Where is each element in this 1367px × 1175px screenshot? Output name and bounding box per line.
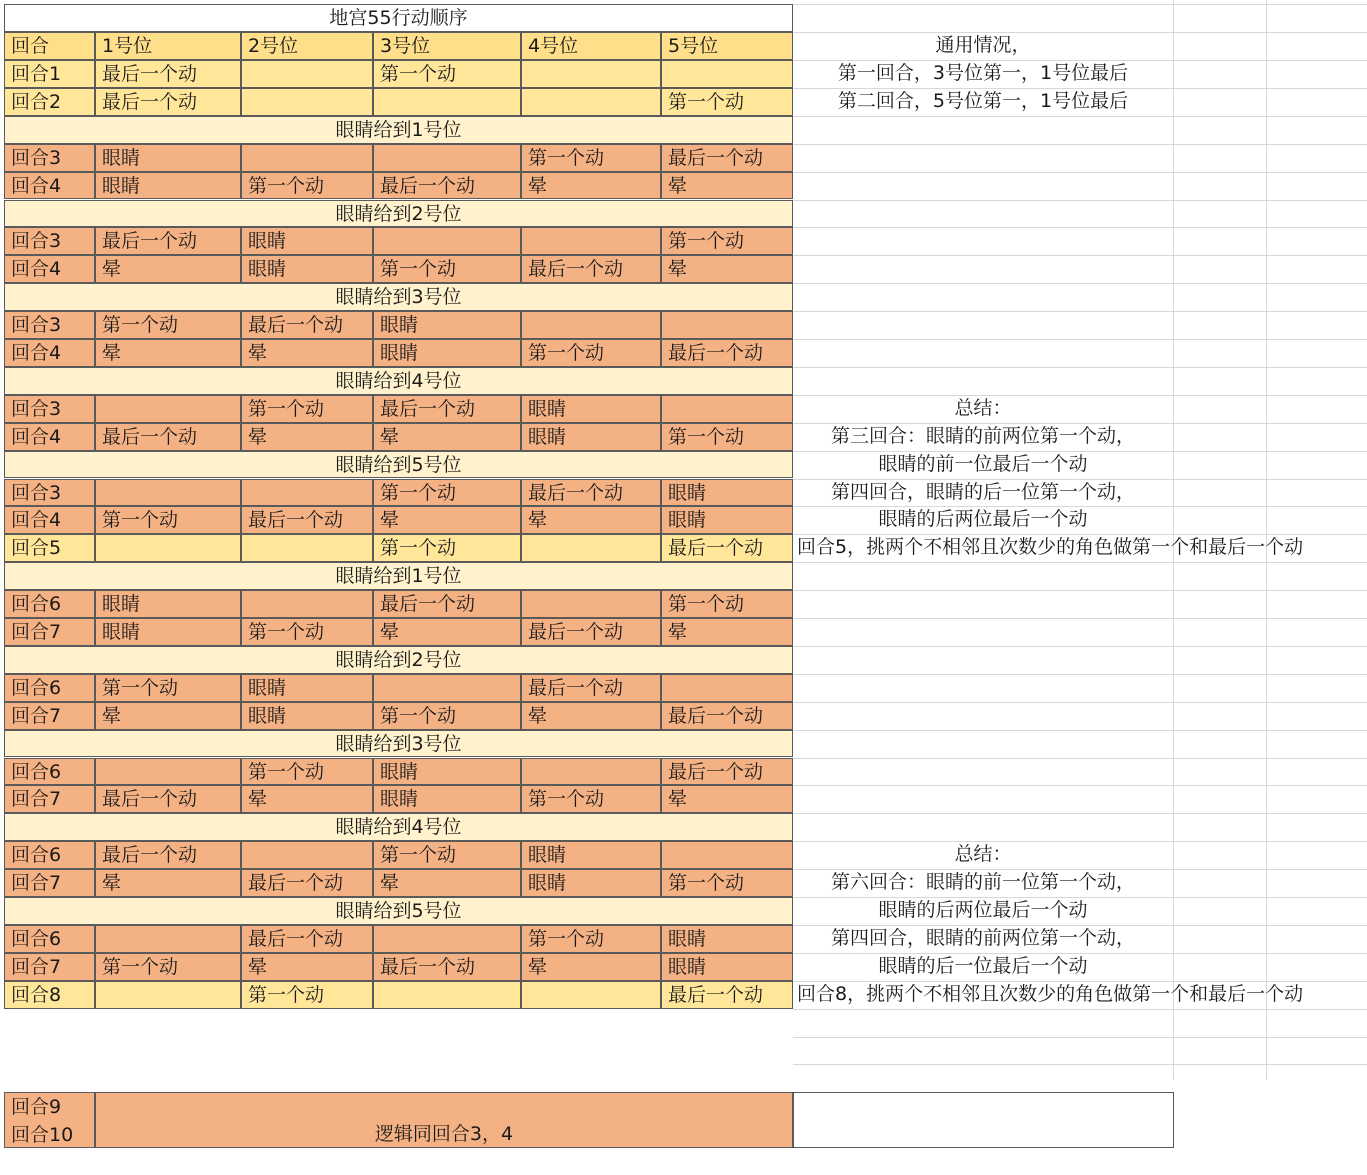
round-label[interactable]: 回合3 <box>4 227 95 255</box>
general-note: 第一回合，3号位第一，1号位最后 <box>837 61 1129 84</box>
action-cell[interactable]: 晕 <box>661 172 793 200</box>
sheet-gridline <box>793 4 1367 5</box>
action-cell[interactable]: 最后一个动 <box>521 479 661 507</box>
round-label[interactable]: 回合6 <box>4 674 95 702</box>
action-cell[interactable]: 第一个动 <box>521 339 661 367</box>
action-cell[interactable]: 第一个动 <box>373 479 521 507</box>
round-label[interactable]: 回合7 <box>4 953 95 981</box>
action-cell[interactable] <box>521 981 661 1009</box>
action-cell[interactable]: 眼睛 <box>95 172 241 200</box>
section-header[interactable]: 眼睛给到2号位 <box>4 646 793 674</box>
section-header[interactable]: 眼睛给到4号位 <box>4 813 793 841</box>
action-cell[interactable]: 最后一个动 <box>95 423 241 451</box>
action-cell[interactable] <box>241 144 373 172</box>
action-cell[interactable]: 眼睛 <box>661 506 793 534</box>
section-header[interactable]: 眼睛给到2号位 <box>4 200 793 228</box>
sheet-gridline <box>793 116 1367 117</box>
sheet-gridline <box>793 674 1367 675</box>
action-cell[interactable]: 晕 <box>95 702 241 730</box>
action-cell[interactable]: 眼睛 <box>241 227 373 255</box>
round-label[interactable]: 回合7 <box>4 702 95 730</box>
action-cell[interactable]: 晕 <box>95 869 241 897</box>
header-cell[interactable]: 4号位 <box>521 32 661 60</box>
action-cell[interactable]: 第一个动 <box>661 88 793 116</box>
sheet-gridline <box>793 618 1367 619</box>
action-cell[interactable]: 最后一个动 <box>241 925 373 953</box>
action-cell[interactable] <box>241 479 373 507</box>
action-cell[interactable] <box>373 981 521 1009</box>
round5-note: 回合5，挑两个不相邻且次数少的角色做第一个和最后一个动 <box>797 536 1304 559</box>
action-cell[interactable]: 晕 <box>241 953 373 981</box>
action-cell[interactable] <box>521 60 661 88</box>
sheet-gridline <box>793 1009 1367 1010</box>
sheet-title[interactable]: 地宫55行动顺序 <box>4 4 793 32</box>
sheet-gridline <box>793 702 1367 703</box>
action-cell[interactable]: 眼睛 <box>373 785 521 813</box>
summary-note: 第三回合：眼睛的前两位第一个动， <box>830 424 1136 447</box>
action-cell[interactable] <box>521 590 661 618</box>
action-cell[interactable]: 第一个动 <box>241 618 373 646</box>
action-cell[interactable]: 眼睛 <box>241 702 373 730</box>
action-cell[interactable]: 第一个动 <box>373 255 521 283</box>
summary-note: 第四回合，眼睛的后一位第一个动， <box>830 480 1136 503</box>
sheet-gridline <box>793 758 1367 759</box>
round-label[interactable]: 回合4 <box>4 339 95 367</box>
action-cell[interactable]: 晕 <box>661 255 793 283</box>
sheet-gridline <box>793 1037 1367 1038</box>
action-cell[interactable]: 最后一个动 <box>95 227 241 255</box>
action-cell[interactable]: 第一个动 <box>95 953 241 981</box>
action-cell[interactable] <box>241 60 373 88</box>
sheet-gridline <box>793 1064 1367 1065</box>
action-cell[interactable]: 第一个动 <box>95 506 241 534</box>
sheet-gridline <box>793 395 1367 396</box>
action-cell[interactable]: 第一个动 <box>373 60 521 88</box>
action-cell[interactable]: 最后一个动 <box>373 395 521 423</box>
action-cell[interactable]: 晕 <box>95 255 241 283</box>
action-cell[interactable]: 晕 <box>241 423 373 451</box>
round-label[interactable]: 回合4 <box>4 255 95 283</box>
action-cell[interactable]: 晕 <box>373 423 521 451</box>
section-header[interactable]: 眼睛给到3号位 <box>4 730 793 758</box>
summary-note: 眼睛的后两位最后一个动 <box>878 899 1088 921</box>
sheet-gridline <box>793 813 1367 814</box>
action-cell[interactable] <box>241 590 373 618</box>
summary-note: 总结： <box>954 396 1012 419</box>
action-cell[interactable]: 晕 <box>373 618 521 646</box>
action-cell[interactable]: 最后一个动 <box>95 60 241 88</box>
action-cell[interactable]: 眼睛 <box>661 925 793 953</box>
action-cell[interactable]: 第一个动 <box>241 395 373 423</box>
section-header[interactable]: 眼睛给到1号位 <box>4 116 793 144</box>
action-cell[interactable]: 晕 <box>521 953 661 981</box>
action-cell[interactable]: 最后一个动 <box>95 785 241 813</box>
action-cell[interactable]: 第一个动 <box>521 144 661 172</box>
action-cell[interactable] <box>241 534 373 562</box>
action-cell[interactable]: 最后一个动 <box>661 981 793 1009</box>
action-cell[interactable]: 眼睛 <box>95 590 241 618</box>
action-cell[interactable]: 晕 <box>241 339 373 367</box>
section-header[interactable]: 眼睛给到3号位 <box>4 283 793 311</box>
action-cell[interactable]: 最后一个动 <box>661 534 793 562</box>
round-label: 回合9 <box>11 1096 62 1119</box>
action-cell[interactable]: 眼睛 <box>241 255 373 283</box>
sheet-gridline <box>793 730 1367 731</box>
action-cell[interactable]: 眼睛 <box>521 395 661 423</box>
action-cell[interactable] <box>95 395 241 423</box>
action-cell[interactable] <box>241 88 373 116</box>
round-label[interactable]: 回合7 <box>4 618 95 646</box>
header-cell[interactable]: 3号位 <box>373 32 521 60</box>
action-cell[interactable]: 眼睛 <box>373 311 521 339</box>
action-cell[interactable] <box>521 311 661 339</box>
action-cell[interactable]: 晕 <box>373 869 521 897</box>
action-cell[interactable]: 眼睛 <box>661 953 793 981</box>
action-cell[interactable] <box>95 534 241 562</box>
action-cell[interactable]: 第一个动 <box>95 311 241 339</box>
round-label[interactable]: 回合6 <box>4 841 95 869</box>
sheet-gridline <box>793 311 1367 312</box>
action-cell[interactable] <box>521 758 661 786</box>
action-cell[interactable]: 晕 <box>521 506 661 534</box>
action-cell[interactable] <box>95 758 241 786</box>
sheet-gridline <box>793 646 1367 647</box>
action-cell[interactable]: 最后一个动 <box>661 144 793 172</box>
action-cell[interactable]: 眼睛 <box>95 144 241 172</box>
action-cell[interactable]: 眼睛 <box>521 869 661 897</box>
action-cell[interactable] <box>373 925 521 953</box>
action-cell[interactable] <box>521 227 661 255</box>
sheet-gridline <box>793 339 1367 340</box>
round-label[interactable]: 回合6 <box>4 590 95 618</box>
round-label[interactable]: 回合8 <box>4 981 95 1009</box>
action-cell[interactable] <box>95 479 241 507</box>
round-label[interactable]: 回合7 <box>4 785 95 813</box>
action-cell[interactable]: 第一个动 <box>373 841 521 869</box>
action-cell[interactable]: 最后一个动 <box>373 953 521 981</box>
action-cell[interactable]: 晕 <box>95 339 241 367</box>
empty-merged-cell[interactable] <box>793 1092 1174 1148</box>
round-label[interactable]: 回合6 <box>4 925 95 953</box>
action-cell[interactable]: 第一个动 <box>95 674 241 702</box>
sheet-gridline <box>793 200 1367 201</box>
action-cell[interactable]: 最后一个动 <box>241 506 373 534</box>
round-label[interactable]: 回合5 <box>4 534 95 562</box>
action-cell[interactable]: 最后一个动 <box>95 88 241 116</box>
action-cell[interactable]: 最后一个动 <box>241 869 373 897</box>
round-label[interactable]: 回合6 <box>4 758 95 786</box>
action-cell[interactable] <box>661 841 793 869</box>
action-cell[interactable]: 第一个动 <box>373 534 521 562</box>
section-header[interactable]: 眼睛给到4号位 <box>4 367 793 395</box>
round-label[interactable]: 回合4 <box>4 172 95 200</box>
action-cell[interactable]: 眼睛 <box>521 423 661 451</box>
action-cell[interactable]: 第一个动 <box>521 925 661 953</box>
sheet-gridline <box>793 255 1367 256</box>
action-cell[interactable]: 晕 <box>661 618 793 646</box>
summary-note: 第六回合：眼睛的前一位第一个动， <box>830 871 1136 894</box>
action-cell[interactable]: 最后一个动 <box>373 172 521 200</box>
sheet-gridline <box>793 785 1367 786</box>
action-cell[interactable]: 第一个动 <box>661 869 793 897</box>
round8-note: 回合8，挑两个不相邻且次数少的角色做第一个和最后一个动 <box>797 982 1304 1005</box>
sheet-gridline <box>793 32 1367 33</box>
round-label: 回合10 <box>11 1124 74 1147</box>
action-cell[interactable] <box>241 841 373 869</box>
summary-note: 眼睛的后两位最后一个动 <box>878 508 1088 531</box>
action-cell[interactable] <box>95 925 241 953</box>
action-cell[interactable]: 第一个动 <box>241 172 373 200</box>
action-cell[interactable]: 第一个动 <box>661 590 793 618</box>
summary-note: 眼睛的前一位最后一个动 <box>878 452 1088 475</box>
action-cell[interactable]: 最后一个动 <box>661 758 793 786</box>
action-cell[interactable] <box>661 395 793 423</box>
round-label[interactable]: 回合4 <box>4 423 95 451</box>
action-cell[interactable]: 最后一个动 <box>95 841 241 869</box>
action-cell[interactable]: 眼睛 <box>95 618 241 646</box>
action-cell[interactable]: 第一个动 <box>241 758 373 786</box>
action-cell[interactable]: 最后一个动 <box>661 339 793 367</box>
action-cell[interactable] <box>661 311 793 339</box>
sheet-gridline <box>793 283 1367 284</box>
merged-logic-cell[interactable]: 逻辑同回合3，4 <box>95 1092 793 1148</box>
round-label[interactable]: 回合3 <box>4 395 95 423</box>
action-cell[interactable] <box>373 674 521 702</box>
action-cell[interactable]: 眼睛 <box>373 758 521 786</box>
general-note: 第二回合，5号位第一，1号位最后 <box>837 89 1129 112</box>
sheet-gridline <box>793 172 1367 173</box>
summary-note: 总结： <box>954 843 1012 866</box>
action-cell[interactable] <box>373 144 521 172</box>
action-cell[interactable]: 眼睛 <box>373 339 521 367</box>
round-label[interactable]: 回合3 <box>4 311 95 339</box>
action-cell[interactable]: 第一个动 <box>521 785 661 813</box>
sheet-gridline <box>793 841 1367 842</box>
round-label[interactable]: 回合3 <box>4 144 95 172</box>
action-cell[interactable]: 最后一个动 <box>661 702 793 730</box>
action-cell[interactable]: 眼睛 <box>521 841 661 869</box>
action-cell[interactable] <box>521 534 661 562</box>
round-label[interactable]: 回合7 <box>4 869 95 897</box>
action-cell[interactable] <box>661 60 793 88</box>
header-cell[interactable]: 回合 <box>4 32 95 60</box>
action-cell[interactable] <box>661 674 793 702</box>
action-cell[interactable]: 最后一个动 <box>241 311 373 339</box>
round-label[interactable]: 回合4 <box>4 506 95 534</box>
summary-note: 眼睛的后一位最后一个动 <box>878 954 1088 977</box>
sheet-gridline <box>793 367 1367 368</box>
action-cell[interactable]: 第一个动 <box>241 981 373 1009</box>
action-cell[interactable]: 第一个动 <box>373 702 521 730</box>
action-cell[interactable]: 眼睛 <box>661 479 793 507</box>
action-cell[interactable]: 晕 <box>521 702 661 730</box>
header-cell[interactable]: 5号位 <box>661 32 793 60</box>
header-cell[interactable]: 1号位 <box>95 32 241 60</box>
action-cell[interactable] <box>95 981 241 1009</box>
section-header[interactable]: 眼睛给到5号位 <box>4 897 793 925</box>
action-cell[interactable]: 晕 <box>241 785 373 813</box>
action-cell[interactable]: 第一个动 <box>661 227 793 255</box>
action-cell[interactable]: 第一个动 <box>661 423 793 451</box>
action-cell[interactable]: 晕 <box>521 172 661 200</box>
section-header[interactable]: 眼睛给到1号位 <box>4 562 793 590</box>
action-cell[interactable]: 最后一个动 <box>373 590 521 618</box>
action-cell[interactable] <box>373 227 521 255</box>
action-cell[interactable]: 晕 <box>373 506 521 534</box>
general-note: 通用情况， <box>935 34 1031 56</box>
header-cell[interactable]: 2号位 <box>241 32 373 60</box>
action-cell[interactable]: 最后一个动 <box>521 618 661 646</box>
summary-note: 第四回合，眼睛的前两位第一个动， <box>830 926 1136 949</box>
sheet-gridline <box>793 590 1367 591</box>
action-cell[interactable] <box>373 88 521 116</box>
action-cell[interactable]: 晕 <box>661 785 793 813</box>
round-label[interactable]: 回合2 <box>4 88 95 116</box>
sheet-gridline <box>793 227 1367 228</box>
action-cell[interactable] <box>521 88 661 116</box>
round-label[interactable]: 回合1 <box>4 60 95 88</box>
round-label-merged[interactable] <box>4 1092 95 1148</box>
section-header[interactable]: 眼睛给到5号位 <box>4 451 793 479</box>
round-label[interactable]: 回合3 <box>4 479 95 507</box>
action-cell[interactable]: 最后一个动 <box>521 674 661 702</box>
action-cell[interactable]: 最后一个动 <box>521 255 661 283</box>
action-cell[interactable]: 眼睛 <box>241 674 373 702</box>
sheet-gridline <box>793 144 1367 145</box>
